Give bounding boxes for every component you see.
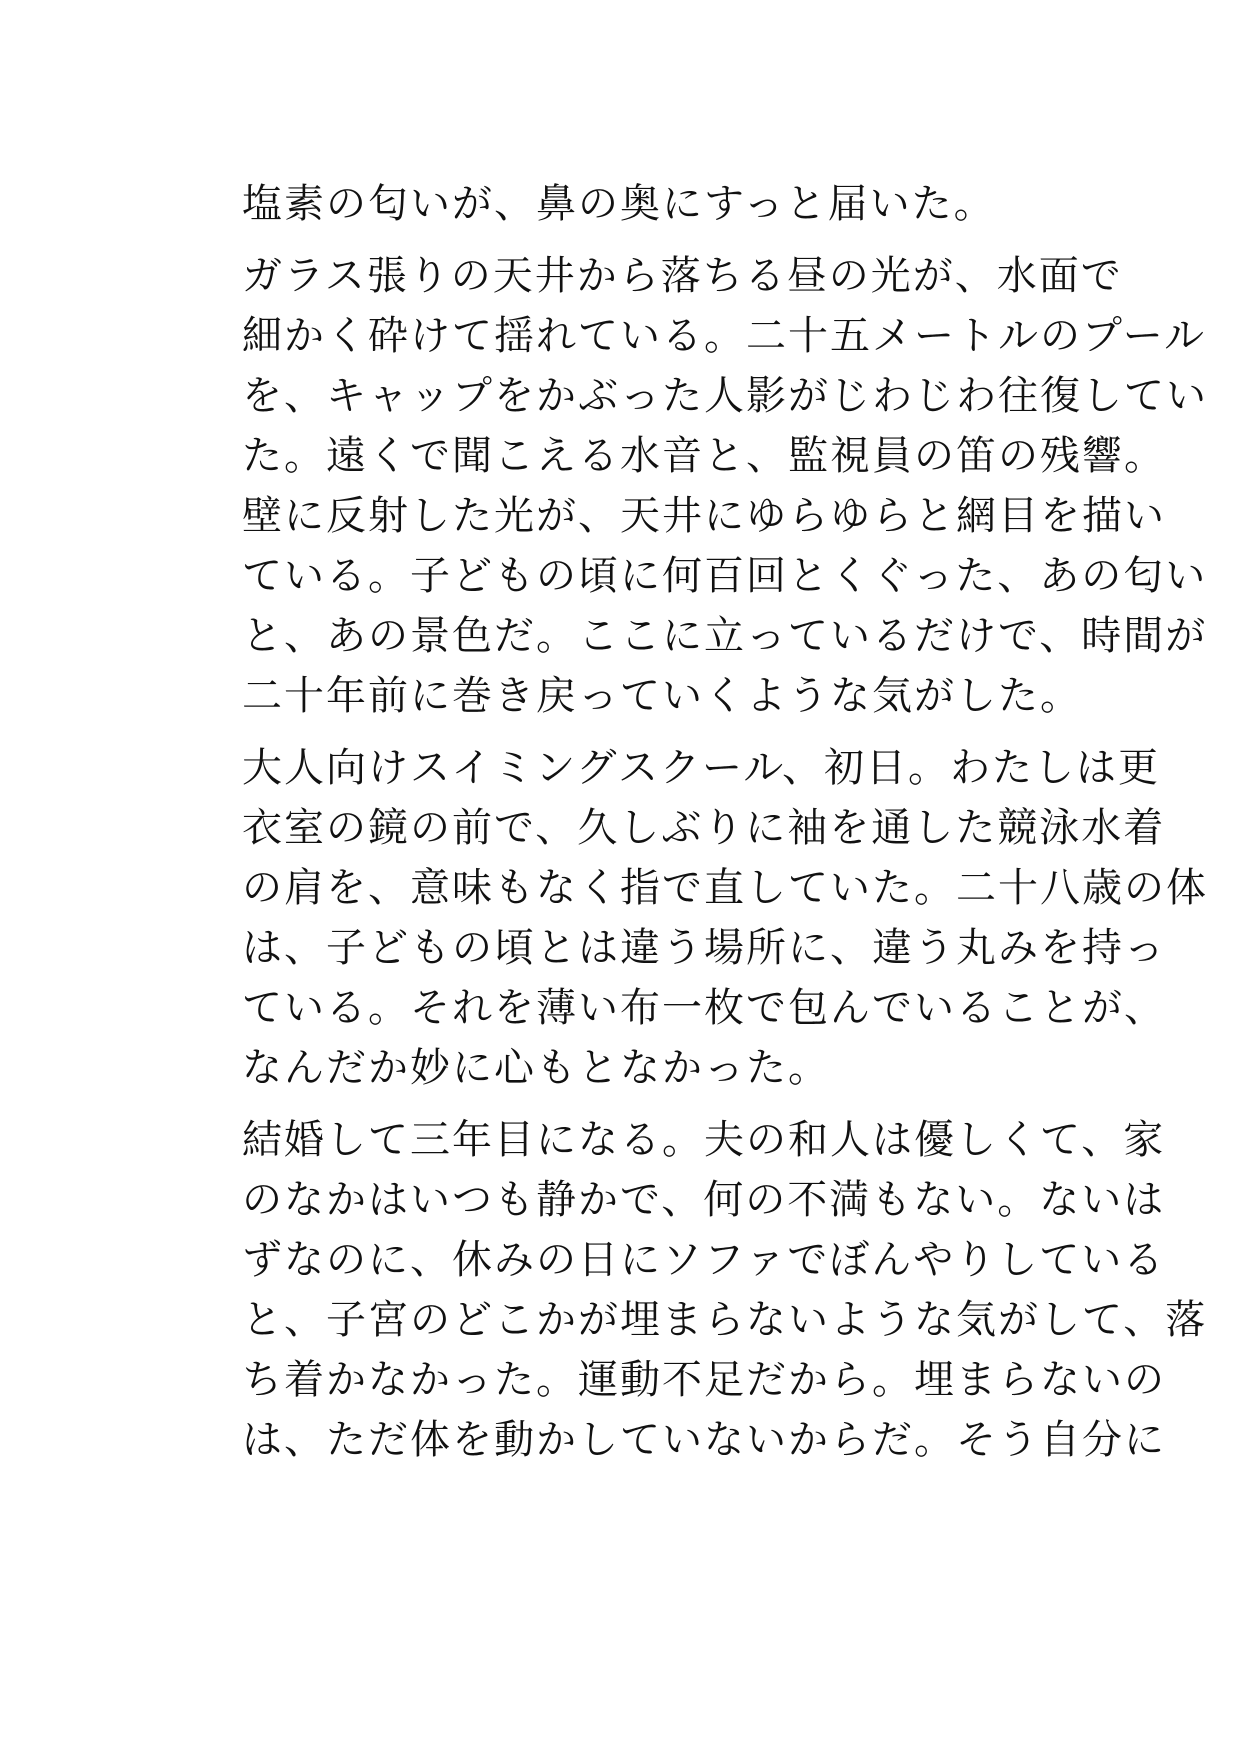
paragraph — [202, 246, 1208, 726]
text-line: は、子どもの頃とは違う場所に、違う丸みを持っ — [242, 925, 1166, 971]
paragraph — [202, 738, 1208, 1098]
text-line: と、子宮のどこかが埋まらないような気がして、落 — [242, 1297, 1208, 1343]
text-line: 結婚して三年目になる。夫の和人は優しくて、家 — [242, 1117, 1166, 1163]
text-line: 細かく砕けて揺れている。二十五メートルのプール — [242, 313, 1206, 359]
text-line: ち着かなかった。運動不足だから。埋まらないの — [242, 1357, 1166, 1403]
text-line: ている。それを薄い布一枚で包んでいることが、 — [242, 985, 1166, 1031]
text-line: ガラス張りの天井から落ちる昼の光が、水面で — [242, 253, 1123, 299]
text-line: ずなのに、休みの日にソファでぼんやりしている — [242, 1237, 1166, 1283]
paragraph — [202, 1110, 1208, 1470]
text-line: の肩を、意味もなく指で直していた。二十八歳の体 — [242, 865, 1208, 911]
text-line: 大人向けスイミングスクール、初日。わたしは更 — [242, 745, 1160, 791]
text-line: 塩素の匂いが、鼻の奥にすっと届いた。 — [242, 181, 996, 227]
text-line: 二十年前に巻き戻っていくような気がした。 — [242, 673, 1082, 719]
body-text — [202, 174, 1208, 1482]
text-line: 衣室の鏡の前で、久しぶりに袖を通した競泳水着 — [242, 805, 1166, 851]
text-line: た。遠くで聞こえる水音と、監視員の笛の残響。 — [242, 433, 1166, 479]
text-line: 壁に反射した光が、天井にゆらゆらと網目を描い — [242, 493, 1166, 539]
text-line: ている。子どもの頃に何百回とくぐった、あの匂い — [242, 553, 1208, 599]
text-line: と、あの景色だ。ここに立っているだけで、時間が — [242, 613, 1208, 659]
paragraph — [202, 174, 1046, 234]
text-line: なんだか妙に心もとなかった。 — [242, 1045, 830, 1091]
text-line: のなかはいつも静かで、何の不満もない。ないは — [242, 1177, 1166, 1223]
text-line: は、ただ体を動かしていないからだ。そう自分に — [242, 1417, 1166, 1463]
text-line: を、キャップをかぶった人影がじわじわ往復してい — [242, 373, 1208, 419]
